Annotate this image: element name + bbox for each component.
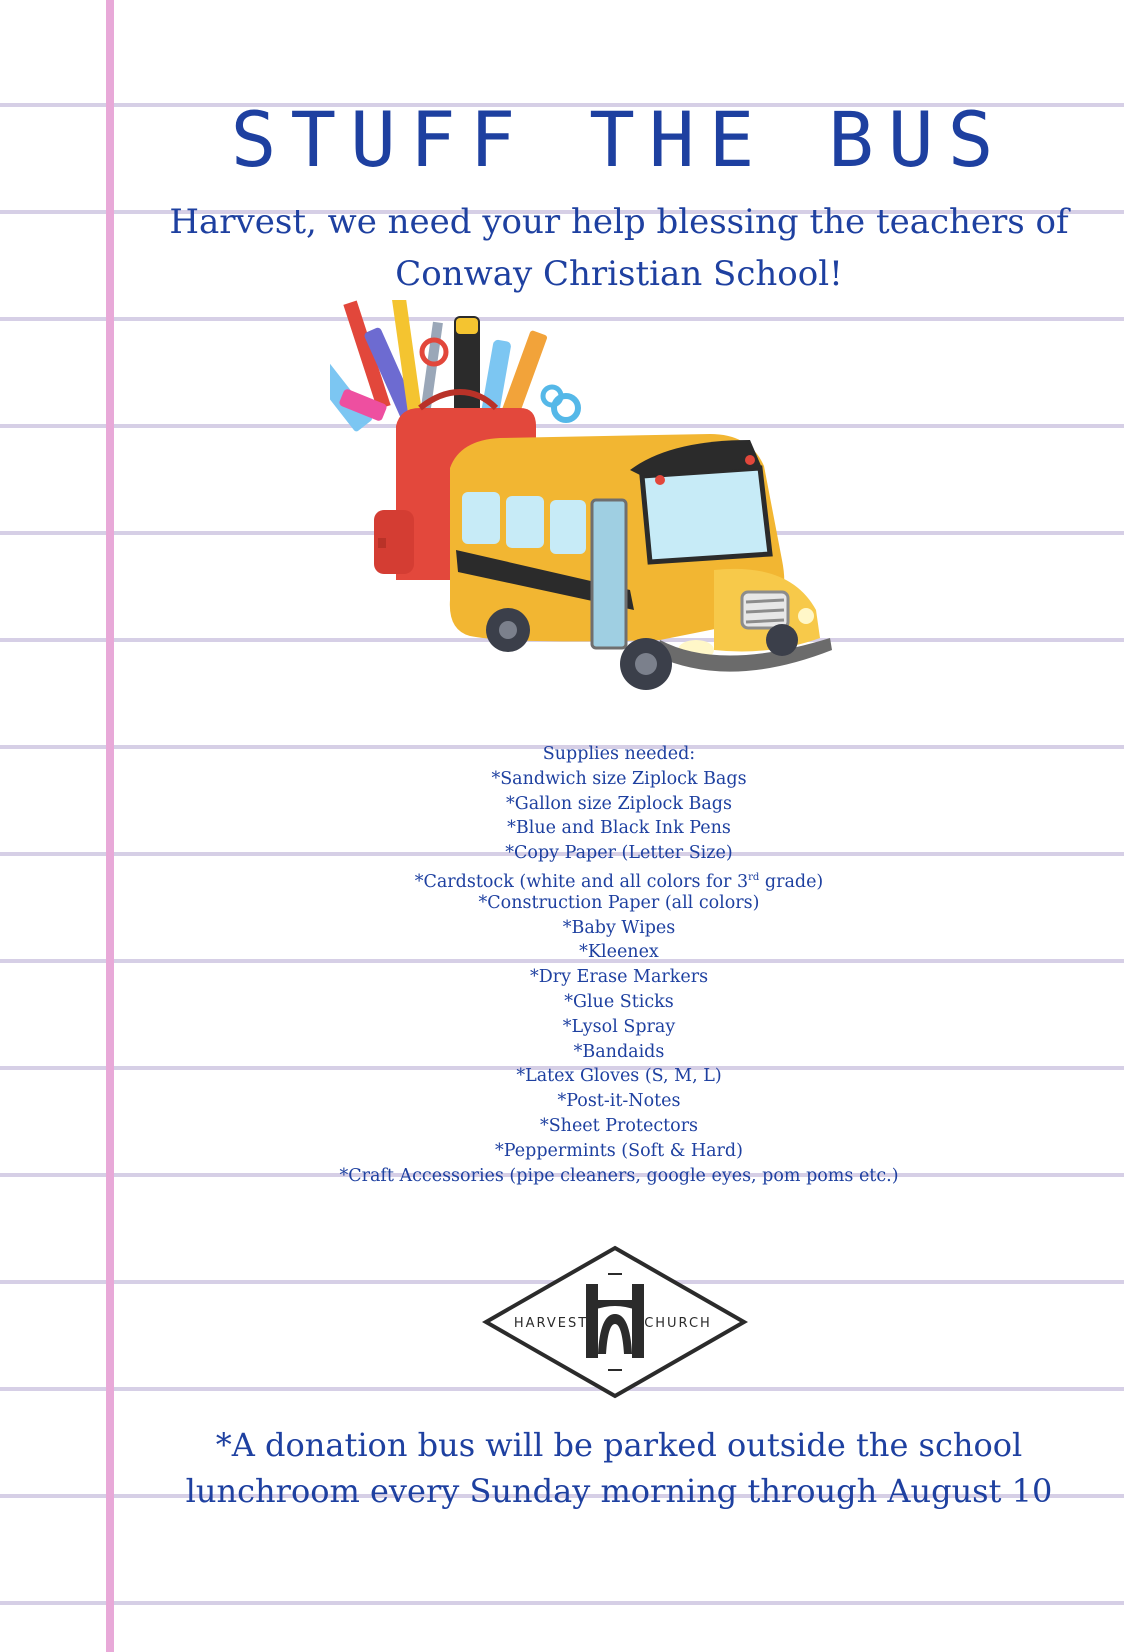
list-item: *Glue Sticks [564,991,674,1012]
supplies-heading: Supplies needed: [542,744,696,764]
subtitle [114,196,1124,300]
footer-note [114,1422,1124,1514]
list-item-cardstock [114,866,1124,891]
cardstock-text: *Cardstock (white and all colors for 3 [414,871,749,892]
list-item: *Blue and Black Ink Pens [507,818,731,839]
school-bus-illustration [330,300,870,740]
cardstock-text-end: grade) [759,871,824,892]
list-item: *Dry Erase Markers [529,967,709,988]
footer-line-1: *A donation bus will be parked outside the school [215,1426,1023,1464]
logo-left-word: HARVEST [513,1316,589,1331]
list-item: *Gallon size Ziplock Bags [506,793,732,814]
list-item: *Latex Gloves (S, M, L) [516,1066,722,1087]
supplies-list [114,742,1124,1188]
list-item: *Bandaids [573,1041,665,1062]
logo-right-word: CHURCH [644,1316,712,1331]
list-item: *Sheet Protectors [539,1115,699,1136]
list-item: *Lysol Spray [562,1016,676,1037]
harvest-church-logo [482,1244,748,1400]
school-bus-icon [450,434,832,690]
list-item: *Construction Paper (all colors) [478,892,760,913]
list-item: *Peppermints (Soft & Hard) [495,1140,743,1161]
list-item: *Baby Wipes [562,917,676,938]
list-item: *Post-it-Notes [557,1091,681,1112]
list-item: *Kleenex [579,942,659,963]
list-item: *Sandwich size Ziplock Bags [491,768,747,789]
list-item: *Craft Accessories (pipe cleaners, google eyes, pom poms etc.) [339,1165,899,1186]
list-item: *Copy Paper (Letter Size) [505,843,733,864]
ordinal-suffix: rd [748,871,760,883]
footer-line-2: lunchroom every Sunday morning through August 10 [185,1472,1053,1510]
subtitle-line-2: Conway Christian School! [395,254,843,294]
page-title: STUFF THE BUS [230,95,1008,184]
subtitle-line-1: Harvest, we need your help blessing the teachers of [169,202,1069,242]
